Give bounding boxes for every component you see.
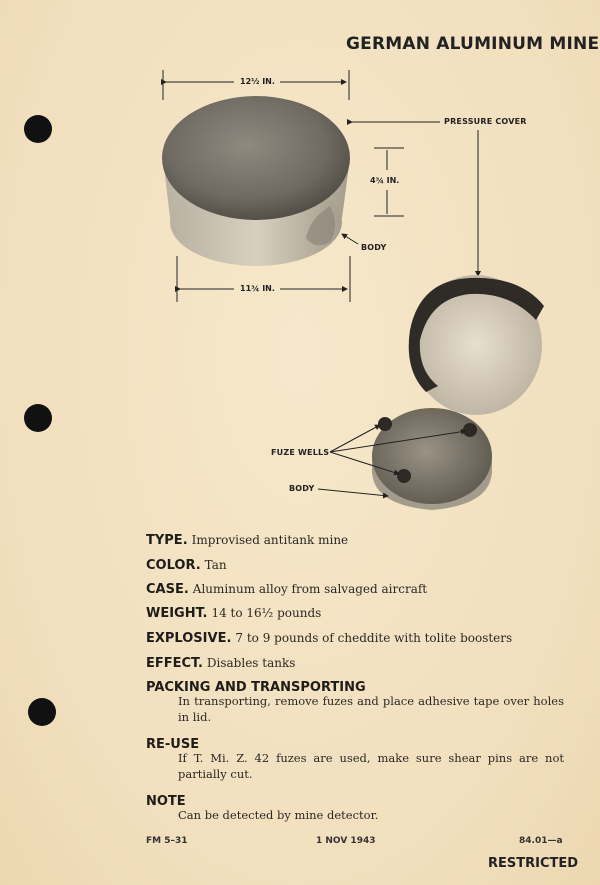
dimension-label-height: 4¾ IN. — [370, 176, 400, 185]
spec-effect-label: EFFECT. — [146, 656, 203, 671]
spec-color-label: COLOR. — [146, 558, 201, 573]
page-title: GERMAN ALUMINUM MINE — [346, 34, 600, 54]
spec-effect — [146, 652, 566, 671]
footer-manual: FM 5–31 — [146, 836, 188, 846]
classification-mark: RESTRICTED — [488, 856, 579, 871]
callout-pressure-cover: PRESSURE COVER — [444, 117, 527, 126]
callout-body-bottom: BODY — [289, 484, 315, 493]
footer-page-ref: 84.01—a — [519, 836, 563, 846]
spec-case — [146, 578, 566, 597]
spec-packing-label: PACKING AND TRANSPORTING — [146, 680, 366, 695]
callout-body-top: BODY — [361, 243, 387, 252]
spec-type-label: TYPE. — [146, 533, 188, 548]
spec-case-label: CASE. — [146, 582, 189, 597]
spec-type — [146, 529, 566, 548]
dimension-label-top: 12½ IN. — [240, 77, 275, 86]
spec-type-value: Improvised antitank mine — [191, 533, 349, 547]
spec-reuse-label: RE-USE — [146, 737, 200, 752]
spec-case-value: Aluminum alloy from salvaged aircraft — [192, 582, 428, 596]
spec-explosive-label: EXPLOSIVE. — [146, 631, 232, 646]
spec-reuse-text: If T. Mi. Z. 42 fuzes are used, make sure shear pins are not partially cut. — [178, 751, 564, 781]
closed-mine-photo — [162, 96, 350, 266]
dimension-label-bottom: 11¾ IN. — [240, 284, 275, 293]
spec-explosive — [146, 627, 566, 646]
spec-packing-text: In transporting, remove fuzes and place adhesive tape over holes in lid. — [178, 694, 564, 724]
spec-note-label: NOTE — [146, 794, 186, 809]
footer-date: 1 NOV 1943 — [316, 836, 376, 846]
spec-note-text: Can be detected by mine detector. — [178, 808, 379, 822]
spec-color-value: Tan — [204, 558, 227, 572]
spec-explosive-value: 7 to 9 pounds of cheddite with tolite boosters — [235, 631, 513, 645]
spec-color — [146, 554, 566, 573]
spec-weight — [146, 602, 566, 621]
open-mine-photo — [372, 275, 544, 510]
spec-weight-label: WEIGHT. — [146, 606, 208, 621]
spec-effect-value: Disables tanks — [206, 656, 296, 670]
spec-weight-value: 14 to 16½ pounds — [211, 606, 322, 620]
callout-fuze-wells: FUZE WELLS — [271, 448, 330, 457]
